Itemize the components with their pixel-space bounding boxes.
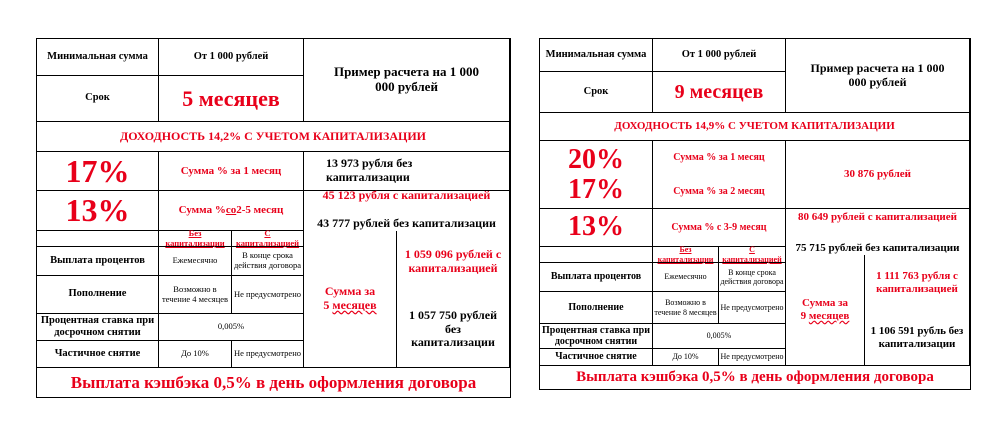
rate-months-2-5: 13% [37,191,159,231]
topup-cap: Не предусмотрено [719,292,786,324]
early-withdrawal-rate: 0,005% [159,314,304,341]
rate-first-months-example: 30 876 рублей [786,141,970,209]
topup-no-cap: Возможно в течение 8 месяцев [653,292,719,324]
min-sum-label: Минимальная сумма [540,39,653,72]
sum-for-word: месяцев [332,298,377,312]
rate-months-2-5-label-word: со [225,204,237,217]
rate-first-months-labels [653,141,786,209]
partial-withdrawal-cap: Не предусмотрено [719,349,786,366]
deposit-card-9-months [539,38,971,390]
yield-banner: ДОХОДНОСТЬ 14,2% С УЧЕТОМ КАПИТАЛИЗАЦИИ [37,122,510,152]
early-withdrawal-label: Процентная ставка при досрочном снятии [37,314,159,341]
total-amounts [865,255,970,366]
topup-label: Пополнение [37,276,159,314]
payout-label: Выплата процентов [37,247,159,276]
payout-cap: В конце срока действия договора [719,263,786,292]
example-with-cap: 45 123 рубля с капитализацией [322,188,491,202]
total-with-cap: 1 059 096 рублей с капитализацией [404,246,502,275]
rate-month-2-label: Сумма % за 2 месяц [673,185,765,197]
sum-for-num: 9 [800,310,807,322]
yield-banner: ДОХОДНОСТЬ 14,9% С УЧЕТОМ КАПИТАЛИЗАЦИИ [540,113,970,141]
cashback-banner: Выплата кэшбэка 0,5% в день оформления договора [576,369,934,385]
rate-months-2-5-label-pre: Сумма % [178,204,226,217]
sum-for-num: 5 [323,298,330,312]
col-header-cap: С капитализацией [719,247,786,263]
early-withdrawal-rate: 0,005% [653,324,786,349]
topup-no-cap: Возможно в течение 4 месяцев [159,276,232,314]
term-label: Срок [540,72,653,113]
topup-cap: Не предусмотрено [232,276,304,314]
sum-for-pre: Сумма за [324,284,376,299]
term-value: 5 месяцев [159,76,304,122]
example-title: Пример расчета на 1 000 000 рублей [786,39,970,113]
rate-months-3-9-label: Сумма % с 3-9 месяц [653,209,786,247]
min-sum-value: От 1 000 рублей [653,39,786,72]
term-label: Срок [37,76,159,122]
min-sum-value: От 1 000 рублей [159,39,304,76]
rate-first-month: 17% [37,152,159,191]
term-value: 9 месяцев [653,72,786,113]
conditions-header-blank [540,247,653,263]
payout-cap: В конце срока действия договора [232,247,304,276]
payout-no-cap: Ежемесячно [159,247,232,276]
cashback-banner: Выплата кэшбэка 0,5% в день оформления договора [70,372,477,392]
total-amounts [397,231,510,368]
col-header-no-cap: Без капитализации [159,231,232,247]
total-without-cap: 1 057 750 рублей без капитализации [408,307,498,350]
sum-for-period [786,255,865,366]
sum-for-period [304,231,397,368]
early-withdrawal-label: Процентная ставка при досрочном снятии [540,324,653,349]
partial-withdrawal-no-cap: До 10% [159,341,232,368]
example-without-cap: 75 715 рублей без капитализации [795,242,960,255]
topup-label: Пополнение [540,292,653,324]
rate-months-2-5-label [159,191,304,231]
total-with-cap: 1 111 763 рубля с капитализацией [876,269,958,295]
total-without-cap: 1 106 591 рубль без капитализации [870,324,964,350]
rate-first-month-label: Сумма % за 1 месяц [159,152,304,191]
example-without-cap: 43 777 рублей без капитализации [317,216,496,231]
partial-withdrawal-label: Частичное снятие [37,341,159,368]
rate-months-2-5-label-post: 2-5 месяц [236,204,284,217]
sum-for-word: месяцев [808,310,850,322]
partial-withdrawal-label: Частичное снятие [540,349,653,366]
rate-months-3-9: 13% [540,209,653,247]
min-sum-label: Минимальная сумма [37,39,159,76]
sum-for-pre: Сумма за [801,297,849,310]
partial-withdrawal-cap: Не предусмотрено [232,341,304,368]
partial-withdrawal-no-cap: До 10% [653,349,719,366]
rate-month-2: 17% [568,173,624,205]
col-header-no-cap: Без капитализации [653,247,719,263]
rate-first-month-example: 13 973 рубля без капитализации [304,152,510,191]
example-title: Пример расчета на 1 000 000 рублей [304,39,510,122]
col-header-cap: С капитализацией [232,231,304,247]
example-with-cap: 80 649 рублей с капитализацией [798,211,957,223]
rate-month-1: 20% [568,144,624,176]
rate-months-3-9-example [786,209,970,255]
payout-label: Выплата процентов [540,263,653,292]
payout-no-cap: Ежемесячно [653,263,719,292]
rate-first-months [540,141,653,209]
deposit-card-5-months [36,38,511,398]
conditions-header-blank [37,231,159,247]
rate-months-2-5-example [304,185,510,231]
rate-month-1-label: Сумма % за 1 месяц [673,152,765,163]
